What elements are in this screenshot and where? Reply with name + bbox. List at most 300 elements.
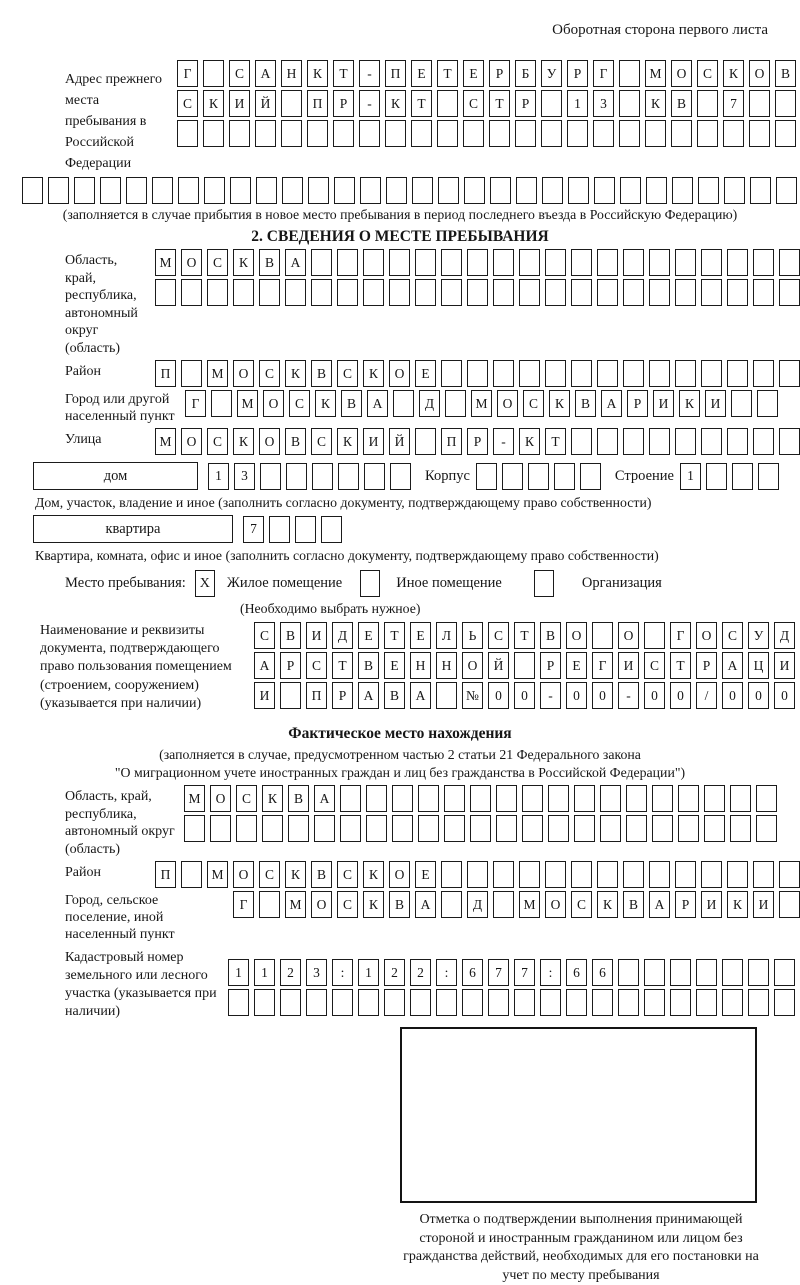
char-box[interactable]: К [723, 60, 744, 87]
char-box[interactable] [48, 177, 69, 204]
char-box[interactable] [476, 463, 497, 490]
char-box[interactable]: С [236, 785, 257, 812]
char-box[interactable] [776, 177, 797, 204]
char-box[interactable] [649, 861, 670, 888]
char-box[interactable] [748, 959, 769, 986]
char-box[interactable] [22, 177, 43, 204]
char-box[interactable]: И [653, 390, 674, 417]
char-box[interactable] [619, 120, 640, 147]
char-box[interactable]: 1 [680, 463, 701, 490]
char-box[interactable] [678, 815, 699, 842]
char-box[interactable] [749, 120, 770, 147]
char-box[interactable] [384, 989, 405, 1016]
char-box[interactable]: Е [411, 60, 432, 87]
char-box[interactable] [649, 360, 670, 387]
char-box[interactable] [496, 785, 517, 812]
char-box[interactable] [412, 177, 433, 204]
char-box[interactable]: Д [332, 622, 353, 649]
char-box[interactable]: В [311, 360, 332, 387]
char-box[interactable]: М [285, 891, 306, 918]
char-box[interactable]: Д [419, 390, 440, 417]
char-box[interactable]: С [289, 390, 310, 417]
char-box[interactable]: Й [255, 90, 276, 117]
char-box[interactable]: В [384, 682, 405, 709]
char-box[interactable] [597, 279, 618, 306]
char-box[interactable] [727, 360, 748, 387]
char-box[interactable] [623, 249, 644, 276]
char-box[interactable] [360, 177, 381, 204]
char-box[interactable] [288, 815, 309, 842]
char-box[interactable]: Т [670, 652, 691, 679]
char-box[interactable] [649, 428, 670, 455]
char-box[interactable] [393, 390, 414, 417]
char-box[interactable]: О [389, 360, 410, 387]
char-box[interactable] [464, 177, 485, 204]
char-box[interactable]: М [519, 891, 540, 918]
char-box[interactable] [366, 815, 387, 842]
char-box[interactable]: Р [515, 90, 536, 117]
char-box[interactable]: С [177, 90, 198, 117]
char-box[interactable] [522, 785, 543, 812]
char-box[interactable] [333, 120, 354, 147]
char-box[interactable]: Е [410, 622, 431, 649]
char-box[interactable] [701, 279, 722, 306]
char-box[interactable]: О [210, 785, 231, 812]
char-box[interactable]: К [233, 428, 254, 455]
char-box[interactable] [541, 90, 562, 117]
char-box[interactable] [489, 120, 510, 147]
char-box[interactable] [410, 989, 431, 1016]
char-box[interactable] [332, 989, 353, 1016]
char-box[interactable] [463, 120, 484, 147]
char-box[interactable] [126, 177, 147, 204]
char-box[interactable]: Р [540, 652, 561, 679]
char-box[interactable] [571, 249, 592, 276]
char-box[interactable] [415, 249, 436, 276]
char-box[interactable] [592, 622, 613, 649]
char-box[interactable]: У [541, 60, 562, 87]
char-box[interactable]: П [441, 428, 462, 455]
char-box[interactable] [779, 360, 800, 387]
char-box[interactable] [753, 428, 774, 455]
char-box[interactable]: О [181, 428, 202, 455]
char-box[interactable] [228, 989, 249, 1016]
char-box[interactable]: И [705, 390, 726, 417]
char-box[interactable]: М [207, 360, 228, 387]
char-box[interactable]: К [285, 861, 306, 888]
char-box[interactable]: В [311, 861, 332, 888]
char-box[interactable]: С [254, 622, 275, 649]
char-box[interactable] [701, 360, 722, 387]
char-box[interactable]: Г [233, 891, 254, 918]
char-box[interactable]: 0 [592, 682, 613, 709]
char-box[interactable]: И [701, 891, 722, 918]
char-box[interactable]: В [358, 652, 379, 679]
char-box[interactable]: А [285, 249, 306, 276]
char-box[interactable]: К [363, 891, 384, 918]
char-box[interactable] [623, 428, 644, 455]
char-box[interactable] [571, 861, 592, 888]
char-box[interactable]: О [462, 652, 483, 679]
char-box[interactable]: 0 [488, 682, 509, 709]
char-box[interactable] [623, 360, 644, 387]
char-box[interactable]: М [645, 60, 666, 87]
char-box[interactable] [568, 177, 589, 204]
char-box[interactable] [727, 428, 748, 455]
char-box[interactable] [178, 177, 199, 204]
char-box[interactable] [307, 120, 328, 147]
char-box[interactable] [571, 360, 592, 387]
char-box[interactable]: С [337, 891, 358, 918]
char-box[interactable]: К [337, 428, 358, 455]
char-box[interactable]: 6 [592, 959, 613, 986]
char-box[interactable] [437, 120, 458, 147]
char-box[interactable] [155, 279, 176, 306]
char-box[interactable] [574, 785, 595, 812]
char-box[interactable] [727, 279, 748, 306]
char-box[interactable] [671, 120, 692, 147]
char-box[interactable] [597, 861, 618, 888]
char-box[interactable]: О [181, 249, 202, 276]
char-box[interactable] [774, 959, 795, 986]
char-box[interactable] [774, 989, 795, 1016]
char-box[interactable]: М [184, 785, 205, 812]
char-box[interactable]: 0 [566, 682, 587, 709]
char-box[interactable]: Р [333, 90, 354, 117]
char-box[interactable] [697, 120, 718, 147]
char-box[interactable] [337, 279, 358, 306]
char-box[interactable]: В [280, 622, 301, 649]
char-box[interactable]: К [233, 249, 254, 276]
char-box[interactable] [724, 177, 745, 204]
char-box[interactable]: М [155, 249, 176, 276]
char-box[interactable] [698, 177, 719, 204]
char-box[interactable] [600, 815, 621, 842]
char-box[interactable] [358, 989, 379, 1016]
char-box[interactable] [649, 279, 670, 306]
char-box[interactable] [445, 390, 466, 417]
char-box[interactable]: К [203, 90, 224, 117]
char-box[interactable]: П [307, 90, 328, 117]
char-box[interactable] [514, 989, 535, 1016]
char-box[interactable] [519, 279, 540, 306]
char-box[interactable] [392, 815, 413, 842]
char-box[interactable] [675, 249, 696, 276]
char-box[interactable] [545, 861, 566, 888]
char-box[interactable]: В [671, 90, 692, 117]
char-box[interactable] [181, 861, 202, 888]
char-box[interactable]: А [649, 891, 670, 918]
char-box[interactable]: О [749, 60, 770, 87]
char-box[interactable] [286, 463, 307, 490]
char-box[interactable]: У [748, 622, 769, 649]
char-box[interactable]: 7 [514, 959, 535, 986]
char-box[interactable] [359, 120, 380, 147]
char-box[interactable] [467, 249, 488, 276]
char-box[interactable] [748, 989, 769, 1016]
char-box[interactable]: А [415, 891, 436, 918]
char-box[interactable]: И [753, 891, 774, 918]
char-box[interactable]: С [207, 249, 228, 276]
char-box[interactable]: 0 [722, 682, 743, 709]
char-box[interactable] [311, 279, 332, 306]
char-box[interactable] [386, 177, 407, 204]
char-box[interactable] [623, 279, 644, 306]
char-box[interactable]: В [575, 390, 596, 417]
char-box[interactable]: П [155, 360, 176, 387]
char-box[interactable] [210, 815, 231, 842]
char-box[interactable] [514, 652, 535, 679]
char-box[interactable]: С [259, 360, 280, 387]
char-box[interactable] [646, 177, 667, 204]
char-box[interactable]: О [618, 622, 639, 649]
char-box[interactable] [566, 989, 587, 1016]
char-box[interactable]: 7 [243, 516, 264, 543]
char-box[interactable] [779, 861, 800, 888]
char-box[interactable] [704, 815, 725, 842]
char-box[interactable]: 2 [280, 959, 301, 986]
char-box[interactable] [269, 516, 290, 543]
char-box[interactable] [308, 177, 329, 204]
char-box[interactable]: : [540, 959, 561, 986]
char-box[interactable]: А [722, 652, 743, 679]
char-box[interactable]: - [359, 90, 380, 117]
char-box[interactable]: Г [670, 622, 691, 649]
char-box[interactable] [554, 463, 575, 490]
char-box[interactable] [678, 785, 699, 812]
char-box[interactable] [701, 861, 722, 888]
char-box[interactable]: С [644, 652, 665, 679]
char-box[interactable] [756, 815, 777, 842]
char-box[interactable] [493, 891, 514, 918]
char-box[interactable] [100, 177, 121, 204]
char-box[interactable]: Т [514, 622, 535, 649]
char-box[interactable] [644, 959, 665, 986]
char-box[interactable]: К [519, 428, 540, 455]
char-box[interactable]: В [259, 249, 280, 276]
char-box[interactable] [542, 177, 563, 204]
char-box[interactable] [321, 516, 342, 543]
char-box[interactable]: Т [384, 622, 405, 649]
char-box[interactable] [701, 428, 722, 455]
char-box[interactable] [675, 360, 696, 387]
char-box[interactable] [775, 90, 796, 117]
char-box[interactable] [280, 989, 301, 1016]
char-box[interactable]: Р [567, 60, 588, 87]
char-box[interactable] [337, 249, 358, 276]
char-box[interactable] [519, 249, 540, 276]
char-box[interactable]: А [410, 682, 431, 709]
char-box[interactable]: С [229, 60, 250, 87]
char-box[interactable] [618, 959, 639, 986]
char-box[interactable] [230, 177, 251, 204]
char-box[interactable] [594, 177, 615, 204]
char-box[interactable] [580, 463, 601, 490]
char-box[interactable] [545, 360, 566, 387]
char-box[interactable] [490, 177, 511, 204]
char-box[interactable]: С [306, 652, 327, 679]
char-box[interactable] [528, 463, 549, 490]
char-box[interactable] [262, 815, 283, 842]
char-box[interactable] [722, 989, 743, 1016]
char-box[interactable]: 0 [748, 682, 769, 709]
char-box[interactable]: О [671, 60, 692, 87]
char-box[interactable] [727, 249, 748, 276]
char-box[interactable] [779, 279, 800, 306]
char-box[interactable]: К [385, 90, 406, 117]
char-box[interactable]: Т [545, 428, 566, 455]
checkbox-residential[interactable]: X [195, 570, 215, 597]
char-box[interactable] [722, 959, 743, 986]
char-box[interactable]: 0 [644, 682, 665, 709]
char-box[interactable]: - [540, 682, 561, 709]
char-box[interactable]: № [462, 682, 483, 709]
char-box[interactable] [619, 60, 640, 87]
char-box[interactable] [749, 90, 770, 117]
char-box[interactable] [600, 785, 621, 812]
char-box[interactable]: Л [436, 622, 457, 649]
char-box[interactable] [652, 785, 673, 812]
char-box[interactable]: Г [593, 60, 614, 87]
char-box[interactable]: Т [489, 90, 510, 117]
char-box[interactable] [548, 815, 569, 842]
char-box[interactable]: Й [389, 428, 410, 455]
char-box[interactable] [418, 785, 439, 812]
char-box[interactable] [389, 279, 410, 306]
char-box[interactable]: Й [488, 652, 509, 679]
char-box[interactable] [281, 90, 302, 117]
char-box[interactable] [152, 177, 173, 204]
char-box[interactable]: С [337, 360, 358, 387]
char-box[interactable] [306, 989, 327, 1016]
char-box[interactable] [723, 120, 744, 147]
char-box[interactable] [757, 390, 778, 417]
char-box[interactable] [592, 989, 613, 1016]
char-box[interactable]: М [207, 861, 228, 888]
char-box[interactable]: Н [410, 652, 431, 679]
char-box[interactable]: Р [467, 428, 488, 455]
char-box[interactable]: К [597, 891, 618, 918]
char-box[interactable] [441, 861, 462, 888]
char-box[interactable] [571, 428, 592, 455]
char-box[interactable]: 2 [410, 959, 431, 986]
char-box[interactable]: И [618, 652, 639, 679]
char-box[interactable]: Р [280, 652, 301, 679]
char-box[interactable]: 0 [670, 682, 691, 709]
char-box[interactable] [727, 861, 748, 888]
char-box[interactable]: И [254, 682, 275, 709]
char-box[interactable] [281, 120, 302, 147]
char-box[interactable]: К [679, 390, 700, 417]
char-box[interactable] [467, 360, 488, 387]
char-box[interactable] [181, 279, 202, 306]
char-box[interactable] [181, 360, 202, 387]
char-box[interactable] [540, 989, 561, 1016]
char-box[interactable] [233, 279, 254, 306]
char-box[interactable] [363, 249, 384, 276]
char-box[interactable] [779, 428, 800, 455]
char-box[interactable]: С [259, 861, 280, 888]
char-box[interactable]: С [722, 622, 743, 649]
char-box[interactable] [467, 861, 488, 888]
char-box[interactable] [74, 177, 95, 204]
char-box[interactable] [255, 120, 276, 147]
char-box[interactable] [254, 989, 275, 1016]
char-box[interactable] [522, 815, 543, 842]
char-box[interactable] [750, 177, 771, 204]
char-box[interactable] [334, 177, 355, 204]
char-box[interactable] [706, 463, 727, 490]
char-box[interactable]: Е [358, 622, 379, 649]
char-box[interactable]: Р [489, 60, 510, 87]
house-type-box[interactable] [33, 462, 198, 490]
char-box[interactable]: Ц [748, 652, 769, 679]
char-box[interactable] [779, 249, 800, 276]
char-box[interactable]: О [233, 360, 254, 387]
char-box[interactable] [675, 861, 696, 888]
char-box[interactable]: 6 [566, 959, 587, 986]
char-box[interactable] [701, 249, 722, 276]
char-box[interactable] [493, 360, 514, 387]
char-box[interactable]: А [367, 390, 388, 417]
char-box[interactable] [444, 815, 465, 842]
char-box[interactable]: И [363, 428, 384, 455]
char-box[interactable]: 1 [567, 90, 588, 117]
char-box[interactable] [758, 463, 779, 490]
char-box[interactable] [211, 390, 232, 417]
char-box[interactable]: С [463, 90, 484, 117]
char-box[interactable] [519, 861, 540, 888]
char-box[interactable] [364, 463, 385, 490]
char-box[interactable]: Н [436, 652, 457, 679]
char-box[interactable] [704, 785, 725, 812]
char-box[interactable]: В [540, 622, 561, 649]
char-box[interactable]: А [254, 652, 275, 679]
char-box[interactable]: О [696, 622, 717, 649]
char-box[interactable]: 0 [774, 682, 795, 709]
char-box[interactable]: К [645, 90, 666, 117]
char-box[interactable] [385, 120, 406, 147]
char-box[interactable]: И [306, 622, 327, 649]
char-box[interactable] [390, 463, 411, 490]
char-box[interactable]: М [237, 390, 258, 417]
char-box[interactable]: О [497, 390, 518, 417]
char-box[interactable] [697, 90, 718, 117]
char-box[interactable] [652, 815, 673, 842]
char-box[interactable] [184, 815, 205, 842]
char-box[interactable] [731, 390, 752, 417]
char-box[interactable] [502, 463, 523, 490]
char-box[interactable]: К [727, 891, 748, 918]
char-box[interactable]: Т [332, 652, 353, 679]
char-box[interactable] [623, 861, 644, 888]
char-box[interactable]: Е [463, 60, 484, 87]
char-box[interactable] [436, 682, 457, 709]
char-box[interactable] [756, 785, 777, 812]
char-box[interactable] [259, 891, 280, 918]
char-box[interactable] [496, 815, 517, 842]
char-box[interactable] [204, 177, 225, 204]
char-box[interactable] [441, 249, 462, 276]
char-box[interactable]: В [775, 60, 796, 87]
char-box[interactable]: А [314, 785, 335, 812]
char-box[interactable]: О [311, 891, 332, 918]
checkbox-other-premises[interactable] [360, 570, 380, 597]
char-box[interactable]: С [337, 861, 358, 888]
char-box[interactable]: В [285, 428, 306, 455]
char-box[interactable] [418, 815, 439, 842]
char-box[interactable] [545, 249, 566, 276]
